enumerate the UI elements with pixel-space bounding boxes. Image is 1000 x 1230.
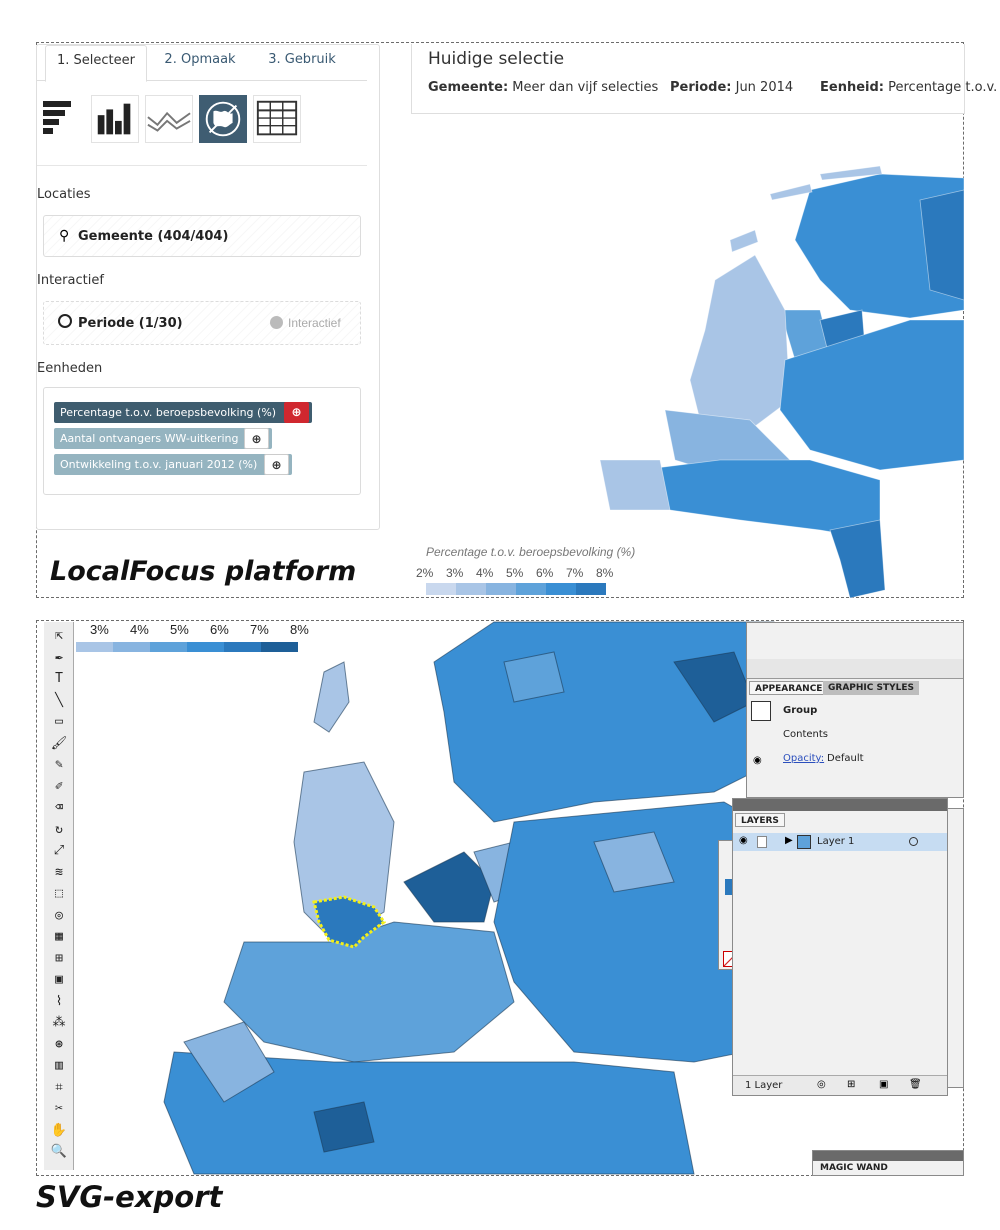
scale-tool-icon[interactable]: ⤢ bbox=[53, 843, 65, 858]
legend-label: 4% bbox=[130, 622, 149, 637]
tab-graphic-styles[interactable]: GRAPHIC STYLES bbox=[823, 681, 919, 695]
gradient-tool-icon[interactable]: ▣ bbox=[55, 972, 63, 987]
appearance-panel bbox=[746, 622, 964, 798]
tab-magic-wand[interactable]: MAGIC WAND bbox=[820, 1163, 888, 1173]
locations-label: Locaties bbox=[37, 187, 91, 202]
tab-layers[interactable]: LAYERS bbox=[735, 813, 785, 827]
netherlands-map[interactable] bbox=[580, 160, 964, 598]
periode-key: Periode: bbox=[670, 80, 732, 95]
map-marker-icon: ⚲ bbox=[59, 227, 70, 243]
gemeente-value: Meer dan vijf selecties bbox=[512, 80, 659, 95]
eye-icon[interactable]: ◉ bbox=[753, 755, 762, 766]
shape-builder-tool-icon[interactable]: ◎ bbox=[55, 907, 63, 923]
layers-panel bbox=[732, 798, 948, 1096]
unit-chip-ontwikkeling[interactable] bbox=[54, 454, 292, 475]
trash-icon[interactable]: 🗑 bbox=[909, 1079, 922, 1090]
unit-chip-label: Percentage t.o.v. beroepsbevolking (%) bbox=[60, 406, 277, 419]
bar-chart-vertical-icon bbox=[92, 96, 138, 142]
step-tabs bbox=[37, 45, 367, 81]
layers-footer bbox=[733, 1075, 947, 1095]
zoom-tool-icon[interactable]: 🔍 bbox=[50, 1144, 68, 1159]
unit-chip-percentage[interactable] bbox=[54, 402, 312, 423]
eraser-tool-icon[interactable]: ⌫ bbox=[55, 800, 63, 815]
target-circle-icon[interactable] bbox=[909, 837, 918, 846]
legend-label: 6% bbox=[536, 566, 554, 580]
line-chart-button[interactable] bbox=[145, 95, 193, 143]
legend-title: Percentage t.o.v. beroepsbevolking (%) bbox=[426, 545, 636, 559]
eyedropper-tool-icon[interactable]: ⌇ bbox=[55, 993, 63, 1009]
legend-swatch bbox=[486, 583, 516, 595]
artboard-tool-icon[interactable]: ⌗ bbox=[55, 1079, 63, 1095]
period-box[interactable] bbox=[43, 301, 361, 345]
tab-opmaak[interactable]: 2. Opmaak bbox=[164, 52, 236, 67]
layer-row[interactable] bbox=[733, 833, 947, 851]
layers-titlebar bbox=[733, 799, 947, 811]
svg-export-caption: SVG-export bbox=[36, 1180, 223, 1214]
pencil-tool-icon[interactable]: ✎ bbox=[55, 757, 63, 772]
selection-gemeente bbox=[428, 80, 658, 95]
period-value: Periode (1/30) bbox=[78, 316, 183, 331]
slice-tool-icon[interactable]: ✂ bbox=[55, 1101, 63, 1116]
legend-label: 5% bbox=[506, 566, 524, 580]
legend-label: 2% bbox=[416, 566, 434, 580]
warp-tool-icon[interactable]: ≋ bbox=[55, 864, 63, 880]
panel-strip bbox=[747, 659, 963, 679]
tab-gebruik[interactable]: 3. Gebruik bbox=[268, 52, 336, 67]
layer-name: Layer 1 bbox=[817, 836, 855, 847]
legend-label: 7% bbox=[566, 566, 584, 580]
map-button[interactable] bbox=[199, 95, 247, 143]
make-clipping-mask-icon[interactable]: ◎ bbox=[817, 1079, 826, 1090]
bar-chart-horizontal-icon bbox=[41, 95, 89, 143]
new-layer-icon[interactable]: ▣ bbox=[879, 1079, 889, 1090]
rotate-tool-icon[interactable]: ↻ bbox=[55, 821, 63, 837]
symbol-sprayer-tool-icon[interactable]: ⊛ bbox=[55, 1036, 63, 1052]
line-tool-icon[interactable]: ╲ bbox=[55, 692, 63, 708]
right-side-panel bbox=[946, 808, 964, 1088]
legend-label: 5% bbox=[170, 622, 189, 637]
add-unit-button[interactable]: ⊕ bbox=[244, 428, 269, 449]
blend-tool-icon[interactable]: ⁂ bbox=[52, 1015, 66, 1030]
rectangle-tool-icon[interactable]: ▭ bbox=[55, 714, 63, 729]
legend-swatch bbox=[516, 583, 546, 595]
netherlands-map-zoom[interactable] bbox=[74, 622, 824, 1174]
remove-unit-button[interactable]: ⊕ bbox=[284, 402, 309, 423]
map-zeeland bbox=[600, 460, 670, 510]
legend-label: 7% bbox=[250, 622, 269, 637]
layer-thumb bbox=[797, 835, 811, 849]
table-icon bbox=[254, 96, 300, 142]
opacity-label[interactable]: Opacity: bbox=[783, 753, 825, 764]
legend-swatch bbox=[113, 642, 150, 652]
locations-value: Gemeente (404/404) bbox=[78, 229, 229, 244]
globe-map-icon bbox=[200, 96, 246, 142]
visibility-eye-icon[interactable]: ◉ bbox=[739, 835, 748, 846]
legend-label: 4% bbox=[476, 566, 494, 580]
appearance-contents-label[interactable]: Contents bbox=[783, 729, 828, 740]
legend-label: 8% bbox=[596, 566, 614, 580]
legend-label: 8% bbox=[290, 622, 309, 637]
legend-swatch bbox=[546, 583, 576, 595]
type-tool-icon[interactable]: T bbox=[55, 671, 63, 686]
units-box bbox=[43, 387, 361, 495]
free-transform-tool-icon[interactable]: ⬚ bbox=[55, 886, 63, 901]
divider bbox=[37, 165, 367, 166]
periode-value: Jun 2014 bbox=[735, 80, 794, 95]
magic-wand-titlebar bbox=[813, 1151, 963, 1161]
tab-selecteer[interactable]: 1. Selecteer bbox=[45, 45, 147, 82]
lock-toggle[interactable] bbox=[757, 836, 767, 848]
hand-tool-icon[interactable]: ✋ bbox=[50, 1122, 68, 1138]
appearance-group-label: Group bbox=[783, 705, 818, 716]
units-label: Eenheden bbox=[37, 361, 103, 376]
column-graph-tool-icon[interactable]: ▥ bbox=[55, 1058, 63, 1073]
legend-swatch bbox=[426, 583, 456, 595]
mesh-tool-icon[interactable]: ⊞ bbox=[55, 950, 63, 966]
plus-circle-icon bbox=[270, 316, 283, 329]
paintbrush-tool-icon[interactable]: 🖌 bbox=[50, 735, 68, 751]
magic-wand-panel bbox=[812, 1150, 964, 1176]
selection-title: Huidige selectie bbox=[428, 49, 565, 69]
create-sublayer-icon[interactable]: ⊞ bbox=[847, 1079, 856, 1090]
selection-periode bbox=[670, 80, 793, 95]
blob-brush-tool-icon[interactable]: ✐ bbox=[55, 778, 63, 794]
eenheid-value: Percentage t.o.v. bbox=[888, 80, 998, 95]
legend-swatch bbox=[76, 642, 113, 652]
map-holland-coast bbox=[690, 255, 790, 430]
locations-box[interactable] bbox=[43, 215, 361, 257]
legend-swatch bbox=[576, 583, 606, 595]
selection-eenheid bbox=[820, 80, 997, 95]
group-swatch bbox=[751, 701, 771, 721]
map-limburg bbox=[830, 520, 885, 598]
legend-swatch bbox=[456, 583, 486, 595]
legend-label: 3% bbox=[90, 622, 109, 637]
unit-chip-label: Aantal ontvangers WW-uitkering bbox=[60, 432, 239, 445]
interactive-toggle[interactable]: Interactief bbox=[288, 316, 341, 330]
legend-swatch bbox=[224, 642, 261, 652]
add-unit-button[interactable]: ⊕ bbox=[264, 454, 289, 475]
unit-chip-aantal[interactable] bbox=[54, 428, 272, 449]
gemeente-key: Gemeente: bbox=[428, 80, 509, 95]
selection-sidebar bbox=[36, 44, 380, 530]
localfocus-caption: LocalFocus platform bbox=[50, 556, 357, 587]
clock-icon bbox=[58, 314, 72, 328]
interactive-label: Interactief bbox=[37, 273, 104, 288]
line-chart-icon bbox=[146, 96, 192, 142]
legend-swatch bbox=[150, 642, 187, 652]
tab-appearance[interactable]: APPEARANCE bbox=[749, 681, 828, 695]
pen-tool-icon[interactable]: ✒ bbox=[55, 649, 63, 665]
bar-chart-vertical-button[interactable] bbox=[91, 95, 139, 143]
legend-label: 3% bbox=[446, 566, 464, 580]
perspective-grid-tool-icon[interactable]: ▦ bbox=[55, 929, 63, 944]
legend-swatch bbox=[187, 642, 224, 652]
bar-chart-horizontal-button[interactable] bbox=[41, 95, 89, 143]
opacity-value: Default bbox=[827, 753, 864, 764]
legend-swatch bbox=[261, 642, 298, 652]
layer-count: 1 Layer bbox=[745, 1080, 783, 1091]
expand-triangle-icon[interactable]: ▶ bbox=[785, 835, 793, 846]
table-button[interactable] bbox=[253, 95, 301, 143]
selection-tool-icon[interactable]: ⇱ bbox=[55, 628, 63, 643]
tools-panel bbox=[44, 622, 74, 1170]
current-selection-header bbox=[411, 44, 998, 114]
unit-chip-label: Ontwikkeling t.o.v. januari 2012 (%) bbox=[60, 458, 258, 471]
eenheid-key: Eenheid: bbox=[820, 80, 884, 95]
legend-label: 6% bbox=[210, 622, 229, 637]
